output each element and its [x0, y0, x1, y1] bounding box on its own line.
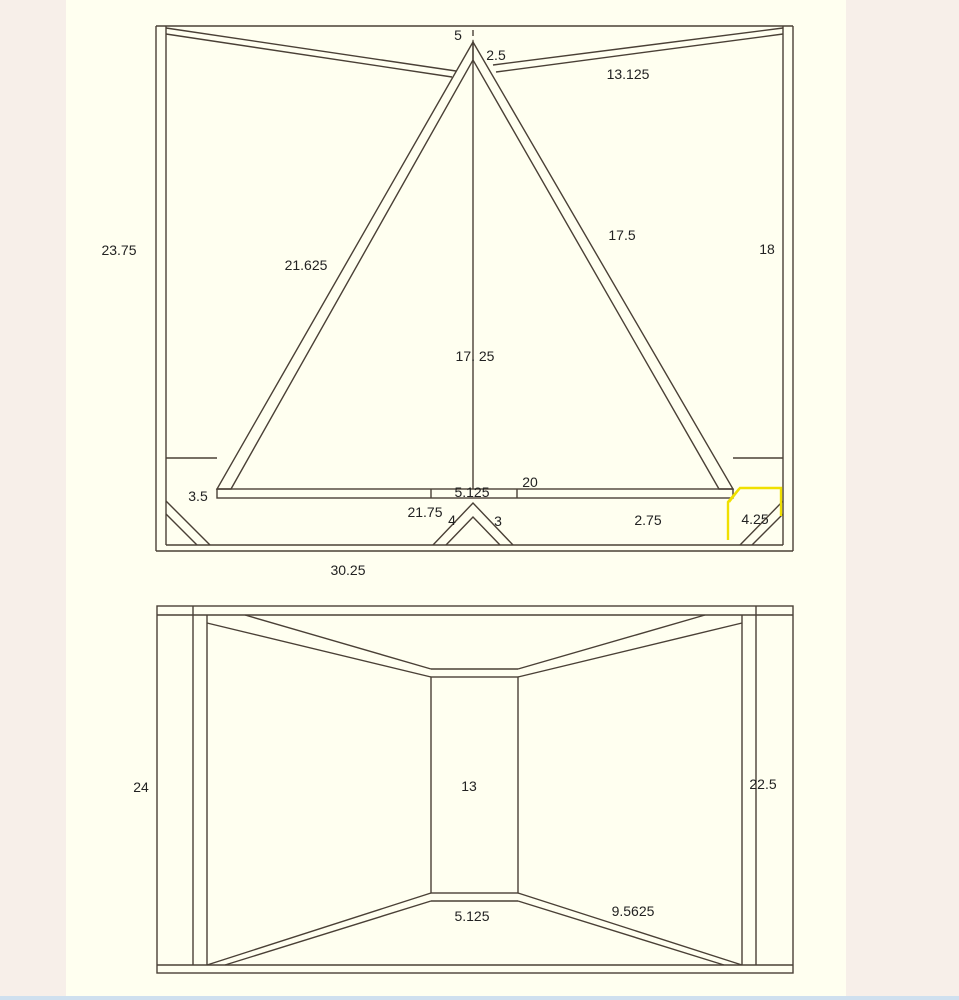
label-base-left-end: 3.5 — [188, 488, 208, 504]
label-outer-height: 24 — [133, 779, 149, 795]
label-base-length: 21.75 — [407, 504, 443, 520]
label-corner-block: 4.25 — [741, 511, 769, 527]
label-left-panel: 21.625 — [284, 257, 328, 273]
label-right-height: 18 — [759, 241, 775, 257]
label-base-center-width: 5.125 — [454, 484, 490, 500]
label-right-foot: 3 — [494, 513, 502, 529]
label-overall-width: 30.25 — [330, 562, 366, 578]
label-base-right-seg: 20 — [522, 474, 538, 490]
side-view — [101, 26, 793, 578]
label-overall-height: 23.75 — [101, 242, 137, 258]
top-panels — [166, 28, 783, 77]
label-apex-offset: 2.5 — [486, 47, 506, 63]
label-center-width: 5.125 — [454, 908, 490, 924]
label-apex-top: 5 — [454, 27, 462, 43]
label-center-height: 17. 25 — [455, 348, 495, 364]
top-view — [133, 606, 793, 973]
label-diagonal-panel: 9.5625 — [611, 903, 655, 919]
label-left-foot: 4 — [448, 512, 456, 528]
label-right-panel: 17.5 — [608, 227, 636, 243]
lower-corners — [166, 458, 783, 545]
label-top-right-panel: 13.125 — [606, 66, 650, 82]
outer-box — [156, 26, 793, 551]
label-inner-height: 22.5 — [749, 776, 777, 792]
label-bottom-right-gap: 2.75 — [634, 512, 662, 528]
window-bottom-bar — [0, 996, 959, 1000]
label-center-block: 13 — [461, 778, 477, 794]
